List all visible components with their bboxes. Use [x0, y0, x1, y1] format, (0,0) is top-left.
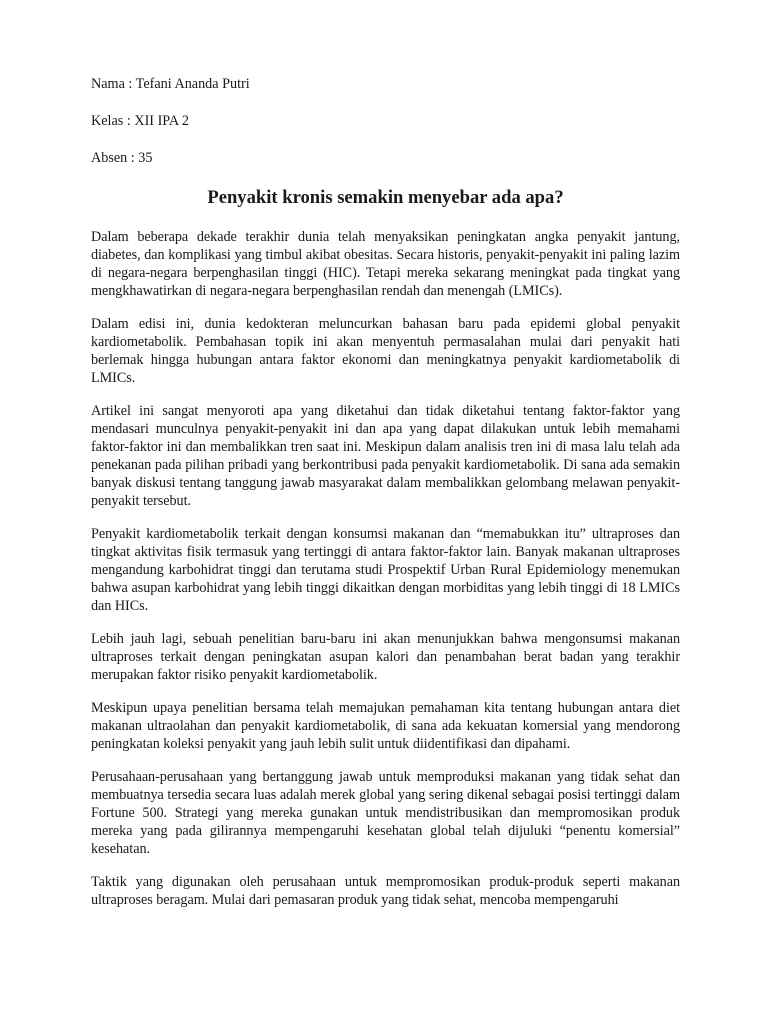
paragraph-4: Penyakit kardiometabolik terkait dengan konsumsi makanan dan “memabukkan itu” ultraproses dan tingkat aktivitas fisik termasuk yang tertinggi di antara faktor-faktor lain. Banyak makanan ultraproses mengandung karbohidrat tinggi dan terutama studi Prospektif Urban Rural Epidemiology menemukan bahwa asupan karbohidrat yang lebih tinggi dikaitkan dengan morbiditas yang lebih tinggi di 18 LMICs dan HICs.: [91, 526, 680, 614]
paragraph-8: Taktik yang digunakan oleh perusahaan untuk mempromosikan produk-produk seperti makanan ultraproses beragam. Mulai dari pemasaran produk yang tidak sehat, mencoba mempengaruhi: [91, 874, 680, 908]
student-number: Absen : 35: [91, 150, 153, 166]
document-title: Penyakit kronis semakin menyebar ada apa?: [207, 187, 564, 208]
paragraph-3: Artikel ini sangat menyoroti apa yang diketahui dan tidak diketahui tentang faktor-faktor yang mendasari munculnya penyakit-penyakit ini dan apa yang dapat dilakukan untuk lebih memahami faktor-faktor ini dan membalikkan tren saat ini. Meskipun dalam analisis tren ini di masa lalu telah ada penekanan pada pilihan pribadi yang berkontribusi pada penyakit kardiometabolik. Di sana ada semakin banyak diskusi tentang tanggung jawab masyarakat dalam membalikkan gelombang melawan penyakit-penyakit tersebut.: [91, 403, 680, 509]
paragraph-1: Dalam beberapa dekade terakhir dunia telah menyaksikan peningkatan angka penyakit jantung, diabetes, dan komplikasi yang timbul akibat obesitas. Secara historis, penyakit-penyakit ini paling lazim di negara-negara berpenghasilan tinggi (HIC). Tetapi mereka sekarang meningkat pada tingkat yang mengkhawatirkan di negara-negara berpenghasilan rendah dan menengah (LMICs).: [91, 229, 680, 299]
paragraph-7: Perusahaan-perusahaan yang bertanggung jawab untuk memproduksi makanan yang tidak sehat dan membuatnya tersedia secara luas adalah merek global yang sering dikenal sebagai posisi tertinggi dalam Fortune 500. Strategi yang mereka gunakan untuk mendistribusikan dan mempromosikan produk mereka yang pada gilirannya mempengaruhi kesehatan global telah dijuluki “penentu komersial” kesehatan.: [91, 769, 680, 857]
paragraph-6: Meskipun upaya penelitian bersama telah memajukan pemahaman kita tentang hubungan antara diet makanan ultraolahan dan penyakit kardiometabolik, di sana ada kekuatan komersial yang mendorong peningkatan koleksi penyakit yang jauh lebih sulit untuk diidentifikasi dan dipahami.: [91, 700, 680, 752]
paragraph-5: Lebih jauh lagi, sebuah penelitian baru-baru ini akan menunjukkan bahwa mengonsumsi makanan ultraproses terkait dengan peningkatan asupan kalori dan penambahan berat badan yang terakhir merupakan faktor risiko penyakit kardiometabolik.: [91, 631, 680, 683]
student-class: Kelas : XII IPA 2: [91, 113, 189, 129]
student-name: Nama : Tefani Ananda Putri: [91, 76, 250, 92]
paragraph-2: Dalam edisi ini, dunia kedokteran meluncurkan bahasan baru pada epidemi global penyakit kardiometabolik. Pembahasan topik ini akan menyentuh permasalahan mulai dari penyakit hati berlemak hingga hubungan antara faktor ekonomi dan meningkatnya penyakit kardiometabolik di LMICs.: [91, 316, 680, 386]
